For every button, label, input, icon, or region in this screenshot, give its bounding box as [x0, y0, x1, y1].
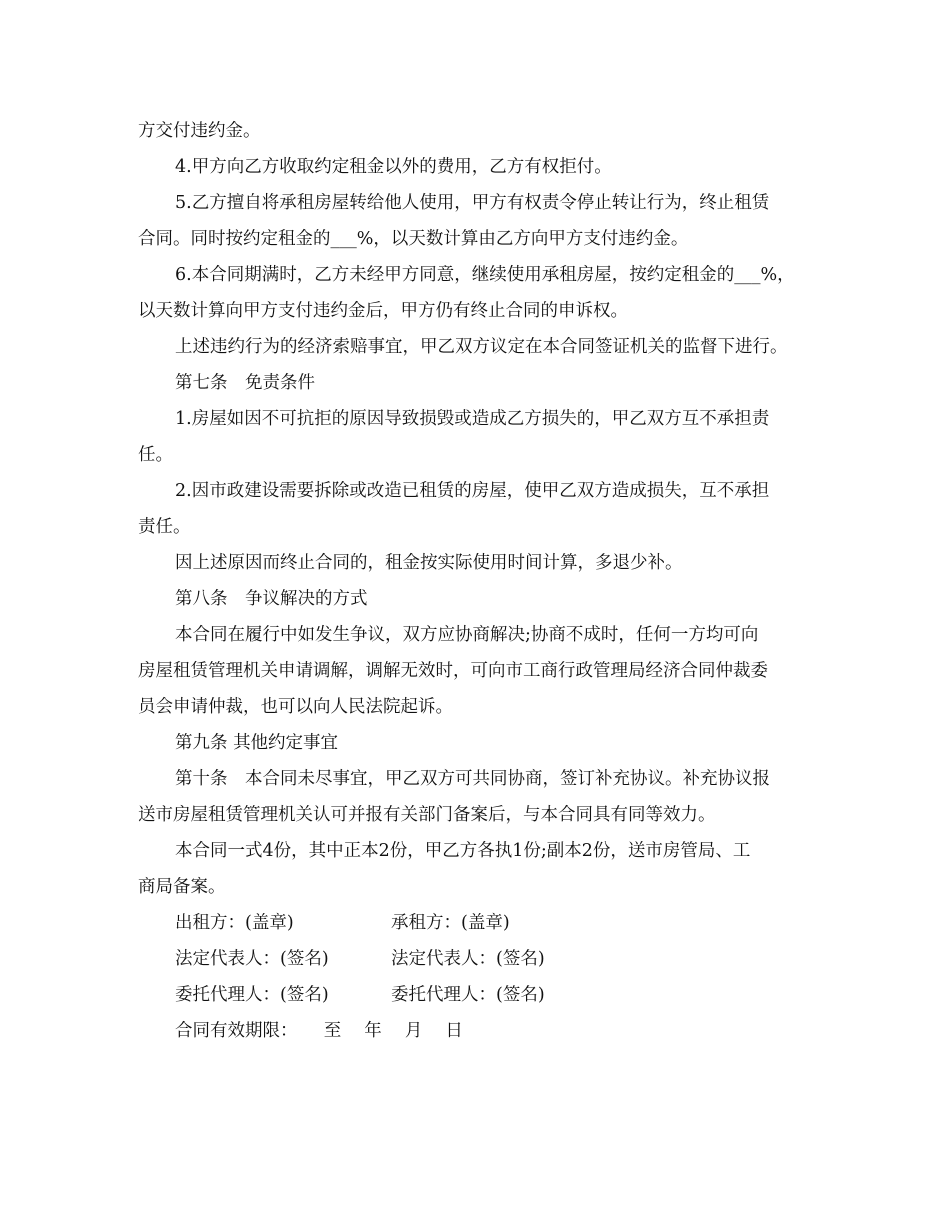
signature-row: [138, 941, 828, 977]
paragraph-line: 上述违约行为的经济索赔事宜，甲乙双方议定在本合同签证机关的监督下进行。: [175, 337, 788, 357]
paragraph-line: 任。: [138, 445, 173, 465]
paragraph-line: 合同。同时按约定租金的___%，以天数计算由乙方向甲方支付违约金。: [138, 229, 689, 249]
paragraph-line: 方交付违约金。: [138, 121, 261, 141]
paragraph-line: 1.房屋如因不可抗拒的原因导致损毁或造成乙方损失的，甲乙双方互不承担责: [175, 409, 770, 429]
paragraph-line: 5.乙方擅自将承租房屋转给他人使用，甲方有权责令停止转让行为，终止租赁: [175, 193, 770, 213]
contract-body: [138, 113, 828, 1049]
paragraph-line: 本合同一式4份，其中正本2份，甲乙方各执1份;副本2份，送市房管局、工: [175, 841, 751, 861]
paragraph-line: 责任。: [138, 517, 191, 537]
paragraph-line: 6.本合同期满时，乙方未经甲方同意，继续使用承租房屋，按约定租金的___%，: [175, 265, 795, 285]
lessee-seal: 承租方：(盖章): [391, 913, 510, 933]
paragraph-line: 因上述原因而终止合同的，租金按实际使用时间计算，多退少补。: [175, 553, 683, 573]
paragraph-line: 以天数计算向甲方支付违约金后，甲方仍有终止合同的申诉权。: [138, 301, 628, 321]
signature-row: [138, 977, 828, 1013]
section-heading: 第七条 免责条件: [175, 373, 315, 393]
lessee-representative: 法定代表人：(签名): [391, 949, 545, 969]
paragraph-line: 房屋租赁管理机关申请调解，调解无效时，可向市工商行政管理局经济合同仲裁委: [138, 661, 768, 681]
paragraph-line: 2.因市政建设需要拆除或改造已租赁的房屋，使甲乙双方造成损失，互不承担: [175, 481, 770, 501]
paragraph-line: 员会申请仲裁，也可以向人民法院起诉。: [138, 697, 453, 717]
lessor-representative: 法定代表人：(签名): [175, 949, 329, 969]
lessee-agent: 委托代理人：(签名): [391, 985, 545, 1005]
paragraph-line: 第十条 本合同未尽事宜，甲乙双方可共同协商，签订补充协议。补充协议报: [175, 769, 770, 789]
paragraph-line: 4.甲方向乙方收取约定租金以外的费用，乙方有权拒付。: [175, 157, 612, 177]
lessor-agent: 委托代理人：(签名): [175, 985, 329, 1005]
validity-period: 合同有效期限： 至 年 月 日: [175, 1021, 463, 1041]
paragraph-line: 本合同在履行中如发生争议，双方应协商解决;协商不成时，任何一方均可向: [175, 625, 759, 645]
paragraph-line: 送市房屋租赁管理机关认可并报有关部门备案后，与本合同具有同等效力。: [138, 805, 716, 825]
section-heading: 第八条 争议解决的方式: [175, 589, 368, 609]
paragraph-line: 商局备案。: [138, 877, 226, 897]
section-heading: 第九条 其他约定事宜: [175, 733, 339, 753]
lessor-seal: 出租方：(盖章): [175, 913, 294, 933]
signature-row: [138, 905, 828, 941]
